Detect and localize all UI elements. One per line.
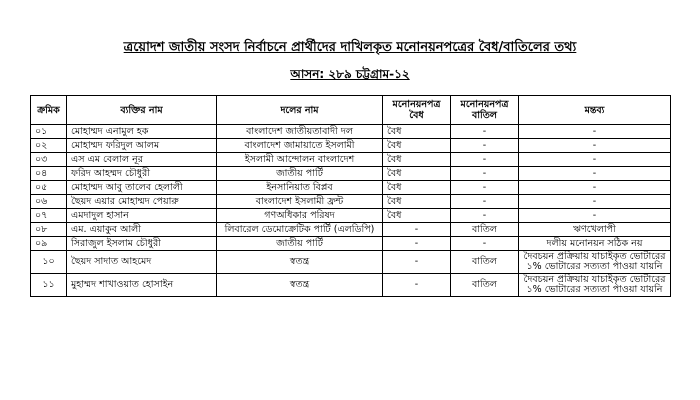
remark-cell: - xyxy=(519,125,671,139)
valid-cell: - xyxy=(383,223,451,237)
name-cell: এস এম বেলাল নূর xyxy=(67,153,217,167)
name-cell: এম. এয়াকুব আলী xyxy=(67,223,217,237)
valid-cell: বৈধ xyxy=(383,125,451,139)
valid-cell: বৈধ xyxy=(383,181,451,195)
rejected-cell: - xyxy=(451,167,519,181)
remark-cell: - xyxy=(519,195,671,209)
serial-cell: ০৫ xyxy=(31,181,67,195)
rejected-cell: বাতিল xyxy=(451,251,519,274)
valid-cell: - xyxy=(383,237,451,251)
table-row xyxy=(31,153,671,167)
remark-cell: ঋণখেলাপী xyxy=(519,223,671,237)
name-cell: সিরাজুল ইসলাম চৌধুরী xyxy=(67,237,217,251)
table-row xyxy=(31,237,671,251)
table-row xyxy=(31,274,671,297)
rejected-cell: - xyxy=(451,125,519,139)
remark-cell: - xyxy=(519,167,671,181)
valid-cell: - xyxy=(383,251,451,274)
name-cell: মোহাম্মদ ফরিদুল আলম xyxy=(67,139,217,153)
party-cell: লিবারেল ডেমোক্রেটিক পার্টি (এলডিপি) xyxy=(217,223,383,237)
party-cell: বাংলাদেশ জামায়াতে ইসলামী xyxy=(217,139,383,153)
party-cell: স্বতন্ত্র xyxy=(217,274,383,297)
remark-cell: দৈবচয়ন প্রক্রিয়ায় যাচাইকৃত ভোটারের ১% ভোটারের সত্যতা পাওয়া যায়নি xyxy=(519,274,671,297)
remark-cell: - xyxy=(519,153,671,167)
remark-cell: - xyxy=(519,181,671,195)
table-row xyxy=(31,209,671,223)
party-cell: ইনসানিয়াত বিপ্লব xyxy=(217,181,383,195)
party-cell: বাংলাদেশ জাতীয়তাবাদী দল xyxy=(217,125,383,139)
valid-cell: বৈধ xyxy=(383,209,451,223)
serial-cell: ০২ xyxy=(31,139,67,153)
serial-cell: ০৮ xyxy=(31,223,67,237)
header-party: দলের নাম xyxy=(217,96,383,125)
name-cell: ছৈয়দ সাদাত আহমেদ xyxy=(67,251,217,274)
valid-cell: বৈধ xyxy=(383,167,451,181)
rejected-cell: বাতিল xyxy=(451,223,519,237)
rejected-cell: - xyxy=(451,181,519,195)
table-row xyxy=(31,223,671,237)
remark-cell: দলীয় মনোনয়ন সঠিক নয় xyxy=(519,237,671,251)
nomination-table xyxy=(30,95,671,297)
table-row xyxy=(31,251,671,274)
rejected-cell: - xyxy=(451,237,519,251)
header-remark: মন্তব্য xyxy=(519,96,671,125)
valid-cell: বৈধ xyxy=(383,139,451,153)
rejected-cell: বাতিল xyxy=(451,274,519,297)
party-cell: জাতীয় পার্টি xyxy=(217,237,383,251)
rejected-cell: - xyxy=(451,209,519,223)
name-cell: মোহাম্মদ আবু তালেব হেলালী xyxy=(67,181,217,195)
header-rejected: মনোনয়নপত্র বাতিল xyxy=(451,96,519,125)
rejected-cell: - xyxy=(451,153,519,167)
rejected-cell: - xyxy=(451,139,519,153)
header-serial: ক্রমিক xyxy=(31,96,67,125)
header-valid: মনোনয়নপত্র বৈধ xyxy=(383,96,451,125)
remark-cell: দৈবচয়ন প্রক্রিয়ায় যাচাইকৃত ভোটারের ১% ভোটারের সত্যতা পাওয়া যায়নি xyxy=(519,251,671,274)
remark-cell: - xyxy=(519,139,671,153)
name-cell: মুহাম্মদ শাখাওয়াত হোসাইন xyxy=(67,274,217,297)
party-cell: স্বতন্ত্র xyxy=(217,251,383,274)
serial-cell: ১১ xyxy=(31,274,67,297)
party-cell: জাতীয় পার্টি xyxy=(217,167,383,181)
document-title: ত্রয়োদশ জাতীয় সংসদ নির্বাচনে প্রার্থীদের দাখিলকৃত মনোনয়নপত্রের বৈধ/বাতিলের তথ্য xyxy=(123,40,577,55)
serial-cell: ০৬ xyxy=(31,195,67,209)
name-cell: মোহাম্মদ এনামুল হক xyxy=(67,125,217,139)
table-row xyxy=(31,139,671,153)
table-row xyxy=(31,195,671,209)
header-name: ব্যক্তির নাম xyxy=(67,96,217,125)
valid-cell: - xyxy=(383,274,451,297)
serial-cell: ০৯ xyxy=(31,237,67,251)
rejected-cell: - xyxy=(451,195,519,209)
serial-cell: ০১ xyxy=(31,125,67,139)
table-row xyxy=(31,167,671,181)
table-row xyxy=(31,181,671,195)
table-header-row xyxy=(31,96,671,125)
name-cell: এমদাদুল হাসান xyxy=(67,209,217,223)
name-cell: ছৈয়দ এয়ার মোহাম্মদ পেয়ারু xyxy=(67,195,217,209)
name-cell: ফরিদ আহম্মদ চৌধুরী xyxy=(67,167,217,181)
valid-cell: বৈধ xyxy=(383,195,451,209)
table-row xyxy=(31,125,671,139)
valid-cell: বৈধ xyxy=(383,153,451,167)
party-cell: গণঅধিকার পরিষদ xyxy=(217,209,383,223)
remark-cell: - xyxy=(519,209,671,223)
serial-cell: ০৪ xyxy=(31,167,67,181)
serial-cell: ১০ xyxy=(31,251,67,274)
party-cell: বাংলাদেশ ইসলামী ফ্রন্ট xyxy=(217,195,383,209)
constituency-subtitle: আসন: ২৮৯ চট্টগ্রাম-১২ xyxy=(290,67,410,81)
party-cell: ইসলামী আন্দোলন বাংলাদেশ xyxy=(217,153,383,167)
serial-cell: ০৭ xyxy=(31,209,67,223)
serial-cell: ০৩ xyxy=(31,153,67,167)
